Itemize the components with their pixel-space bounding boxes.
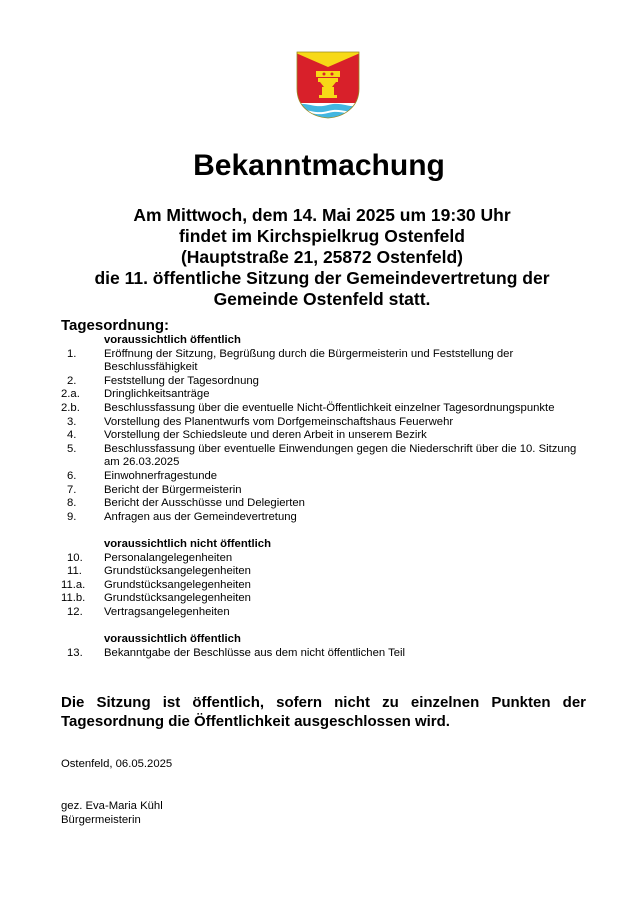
- item-number: 2.b.: [61, 401, 80, 414]
- item-number: 3.: [67, 415, 77, 428]
- agenda-item: [61, 375, 581, 389]
- item-number: 11.a.: [61, 578, 86, 591]
- section-label: voraussichtlich öffentlich: [104, 633, 241, 646]
- agenda-item: [61, 429, 581, 443]
- item-number: 11.: [67, 565, 82, 578]
- item-number: 4.: [67, 429, 77, 442]
- intro-line: (Hauptstraße 21, 25872 Ostenfeld): [180, 247, 464, 267]
- intro-line: Gemeinde Ostenfeld statt.: [213, 289, 431, 309]
- item-text: Bekanntgabe der Beschlüsse aus dem nicht öffentlichen Teil: [104, 646, 406, 659]
- item-number: 12.: [67, 605, 83, 618]
- item-number: 9.: [67, 510, 77, 523]
- item-text: Eröffnung der Sitzung, Begrüßung durch die Bürgermeisterin und Feststellung der Beschlussfähigkeit: [104, 347, 514, 374]
- meeting-intro: [40, 205, 604, 310]
- agenda-item: [61, 579, 581, 593]
- agenda-item: [61, 443, 581, 470]
- item-text: Einwohnerfragestunde: [104, 469, 218, 482]
- section-label: voraussichtlich nicht öffentlich: [104, 537, 271, 550]
- signer-name: gez. Eva-Maria Kühl: [61, 800, 163, 812]
- intro-line: die 11. öffentliche Sitzung der Gemeindevertretung der: [94, 268, 550, 288]
- agenda-item: [61, 416, 581, 430]
- agenda-item: [61, 497, 581, 511]
- coat-of-arms-icon: [296, 51, 360, 119]
- agenda-item: [61, 484, 581, 498]
- item-number: 5.: [67, 442, 77, 455]
- agenda-item: [61, 552, 581, 566]
- section-spacer: [61, 619, 581, 633]
- item-text: Grundstücksangelegenheiten: [104, 565, 251, 578]
- item-text: Beschlussfassung über eventuelle Einwendungen gegen die Niederschrift über die 10. Sitzung am 26.03.2025: [104, 442, 577, 469]
- agenda-item: [61, 511, 581, 525]
- signer-role: Bürgermeisterin: [61, 814, 141, 826]
- agenda-heading: Tagesordnung:: [61, 317, 170, 334]
- item-number: 8.: [67, 497, 77, 510]
- item-number: 11.b.: [61, 592, 86, 605]
- page-title: Bekanntmachung: [193, 149, 445, 182]
- item-number: 7.: [67, 483, 77, 496]
- item-text: Vorstellung des Planentwurfs vom Dorfgemeinschaftshaus Feuerwehr: [104, 415, 454, 428]
- item-number: 10.: [67, 551, 83, 564]
- item-number: 13.: [67, 646, 83, 659]
- item-text: Grundstücksangelegenheiten: [104, 578, 251, 591]
- agenda-item: [61, 606, 581, 620]
- item-number: 1.: [67, 347, 77, 360]
- item-text: Personalangelegenheiten: [104, 551, 233, 564]
- place-and-date: Ostenfeld, 06.05.2025: [61, 758, 173, 770]
- item-text: Bericht der Bürgermeisterin: [104, 483, 242, 496]
- agenda-item: [61, 402, 581, 416]
- agenda-item: [61, 348, 581, 375]
- intro-line: findet im Kirchspielkrug Ostenfeld: [179, 226, 465, 246]
- closing-statement: [61, 693, 586, 731]
- item-text: Beschlussfassung über die eventuelle Nicht-Öffentlichkeit einzelner Tagesordnungspunkte: [104, 401, 555, 414]
- closing-line: Tagesordnung die Öffentlichkeit ausgeschlossen wird.: [61, 713, 450, 730]
- item-number: 6.: [67, 469, 77, 482]
- item-text: Vorstellung der Schiedsleute und deren Arbeit in unserem Bezirk: [104, 429, 427, 442]
- item-text: Vertragsangelegenheiten: [104, 605, 230, 618]
- item-text: Feststellung der Tagesordnung: [104, 374, 259, 387]
- agenda-item: [61, 388, 581, 402]
- item-text: Bericht der Ausschüsse und Delegierten: [104, 497, 305, 510]
- agenda-list: [61, 334, 581, 660]
- agenda-item: [61, 592, 581, 606]
- closing-line: Die Sitzung ist öffentlich, sofern nicht zu einzelnen Punkten der: [61, 694, 586, 711]
- item-text: Dringlichkeitsanträge: [104, 388, 210, 401]
- section-label: voraussichtlich öffentlich: [104, 334, 241, 346]
- agenda-item: [61, 470, 581, 484]
- signature-block: [61, 799, 163, 827]
- item-number: 2.a.: [61, 388, 80, 401]
- section-spacer: [61, 524, 581, 538]
- agenda-item: [61, 565, 581, 579]
- item-number: 2.: [67, 374, 77, 387]
- intro-line: Am Mittwoch, dem 14. Mai 2025 um 19:30 Uhr: [133, 205, 511, 225]
- item-text: Grundstücksangelegenheiten: [104, 592, 251, 605]
- item-text: Anfragen aus der Gemeindevertretung: [104, 510, 297, 523]
- agenda-item: [61, 647, 581, 661]
